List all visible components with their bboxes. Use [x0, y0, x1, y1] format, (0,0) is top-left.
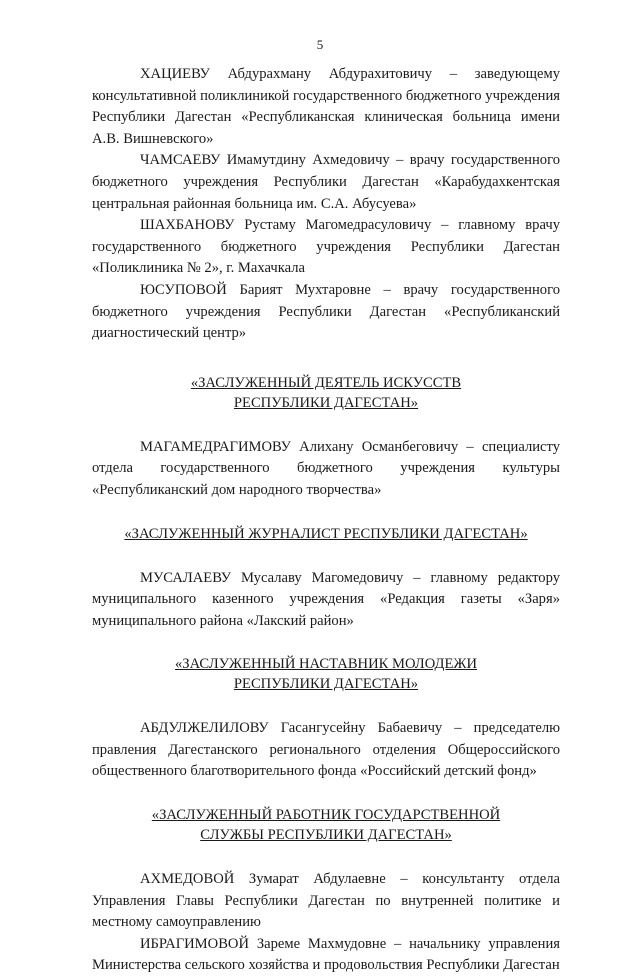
section-heading-arts — [92, 373, 560, 413]
document-body — [92, 64, 560, 977]
award-entry-shakhbanov: ШАХБАНОВУ Рустаму Магомедрасуловичу – главному врачу государственного бюджетного учреждения Республики Дагестан «Поликлиника № 2», г. Махачкала — [92, 217, 560, 277]
award-entry-ibragimova: ИБРАГИМОВОЙ Зареме Махмудовне – начальнику управления Министерства сельского хозяйства и продовольствия Республики Дагестан — [92, 935, 560, 974]
section-heading-line: РЕСПУБЛИКИ ДАГЕСТАН» — [233, 394, 419, 411]
section-heading-line: СЛУЖБЫ РЕСПУБЛИКИ ДАГЕСТАН» — [200, 827, 452, 844]
section-heading-line: «ЗАСЛУЖЕННЫЙ ЖУРНАЛИСТ РЕСПУБЛИКИ ДАГЕСТАН» — [124, 525, 528, 542]
award-entry-magamedragimov: МАГАМЕДРАГИМОВУ Алихану Османбеговичу – специалисту отдела государственного бюджетного учреждения культуры «Республиканский дом народного творчества» — [92, 438, 560, 498]
section-heading-line: «ЗАСЛУЖЕННЫЙ ДЕЯТЕЛЬ ИСКУССТВ — [190, 374, 462, 391]
section-heading-line: «ЗАСЛУЖЕННЫЙ НАСТАВНИК МОЛОДЕЖИ — [175, 656, 477, 673]
award-entry-akhmedova: АХМЕДОВОЙ Зумарат Абдулаевне – консультанту отдела Управления Главы Республики Дагестан по внутренней политике и местному самоуправлению — [92, 871, 560, 931]
page-number: 5 — [316, 37, 324, 52]
section-heading-journalist — [92, 524, 560, 544]
award-entry-yusupova: ЮСУПОВОЙ Барият Мухтаровне – врачу государственного бюджетного учреждения Республики Дагестан «Республиканский диагностический центр» — [92, 281, 560, 342]
section-heading-line: «ЗАСЛУЖЕННЫЙ РАБОТНИК ГОСУДАРСТВЕННОЙ — [151, 807, 501, 824]
award-entry-musalaev: МУСАЛАЕВУ Мусалаву Магомедовичу – главному редактору муниципального казенного учреждения «Редакция газеты «Заря» муниципального района «Лакский район» — [92, 569, 560, 629]
award-entry-chamsaev: ЧАМСАЕВУ Имамутдину Ахмедовичу – врачу государственного бюджетного учреждения Республики Дагестан «Карабудахкентская центральная районная больница им. С.А. Абусуева» — [92, 152, 560, 212]
section-heading-civil-service — [92, 805, 560, 845]
award-entry-khatsiev: ХАЦИЕВУ Абдурахману Абдурахитовичу – заведующему консультативной поликлиникой государственного бюджетного учреждения Республики Дагестан «Республиканская клиническая больница имени А.В. Вишневского» — [92, 66, 560, 147]
award-entry-abdulzhelilov: АБДУЛЖЕЛИЛОВУ Гасангусейну Бабаевичу – председателю правления Дагестанского регионального отделения Общероссийского общественного благотворительного фонда «Российский детский фонд» — [92, 720, 560, 780]
section-heading-mentor — [92, 654, 560, 694]
section-heading-line: РЕСПУБЛИКИ ДАГЕСТАН» — [233, 676, 419, 693]
